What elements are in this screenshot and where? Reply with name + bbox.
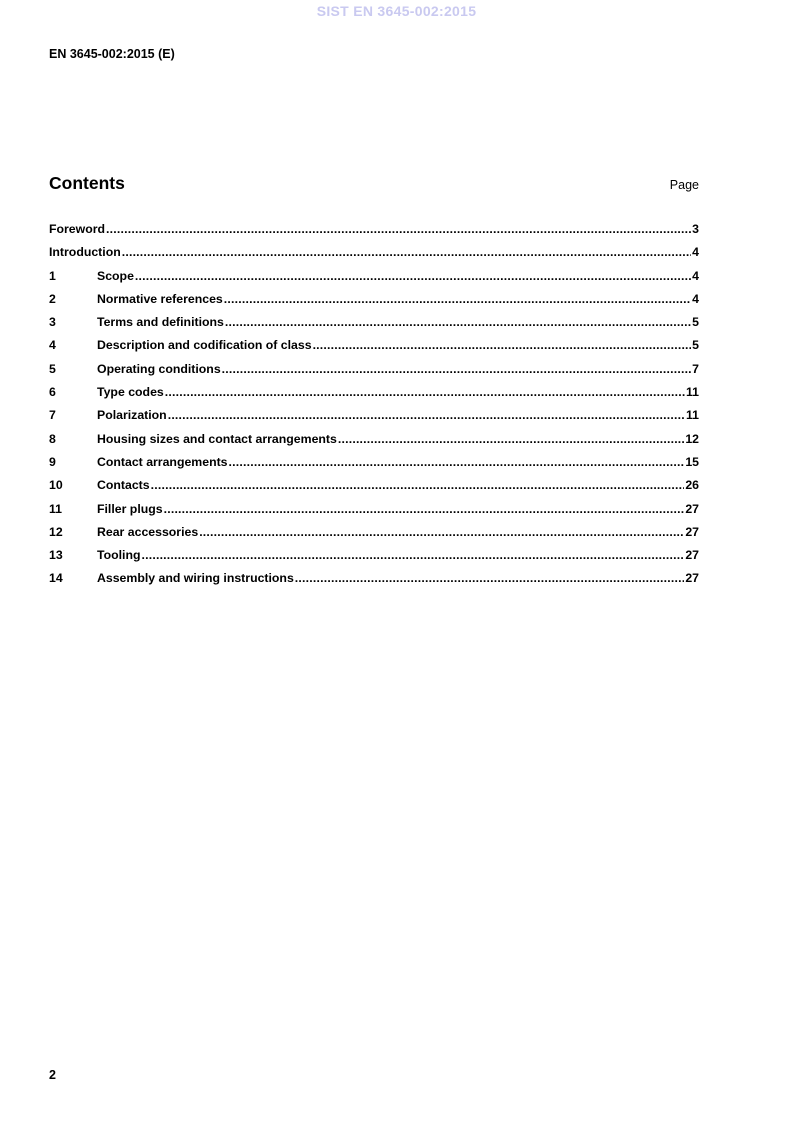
toc-entry[interactable] xyxy=(49,455,699,478)
document-id: EN 3645-002:2015 (E) xyxy=(49,47,175,61)
toc-dot-leader xyxy=(135,269,691,283)
toc-entry-number: 10 xyxy=(49,478,63,493)
toc-entry-page: 5 xyxy=(692,338,699,353)
contents-title: Contents xyxy=(49,173,125,193)
toc-dot-leader xyxy=(222,362,692,376)
toc-entry[interactable] xyxy=(49,362,699,385)
toc-entry-title: Scope xyxy=(97,268,134,283)
toc-entry-title: Description and codification of class xyxy=(97,338,312,353)
toc-entry-title: Polarization xyxy=(97,408,167,423)
toc-entry-number: 11 xyxy=(49,501,62,516)
toc-entry-number: 5 xyxy=(49,361,56,376)
toc-dot-leader xyxy=(141,548,684,562)
toc-entry-title: Type codes xyxy=(97,385,164,400)
toc-entry[interactable] xyxy=(49,222,699,245)
toc-entry-page: 4 xyxy=(692,268,699,283)
page-number: 2 xyxy=(49,1068,56,1082)
toc-entry-title: Filler plugs xyxy=(97,501,163,516)
toc-entry-page: 27 xyxy=(685,548,699,563)
table-of-contents xyxy=(49,222,699,595)
toc-entry[interactable] xyxy=(49,315,699,338)
toc-entry-page: 7 xyxy=(692,361,699,376)
toc-entry-number: 4 xyxy=(49,338,56,353)
toc-entry[interactable] xyxy=(49,245,699,268)
toc-entry-number: 1 xyxy=(49,268,56,283)
toc-entry[interactable] xyxy=(49,292,699,315)
toc-entry-page: 5 xyxy=(692,315,699,330)
watermark: SIST EN 3645-002:2015 xyxy=(316,3,477,19)
toc-dot-leader xyxy=(164,502,685,516)
toc-entry-title: Foreword xyxy=(49,222,106,236)
toc-entry[interactable] xyxy=(49,408,699,431)
toc-dot-leader xyxy=(224,292,691,306)
toc-entry-number: 14 xyxy=(49,571,63,586)
toc-entry-page: 4 xyxy=(692,291,699,306)
contents-header xyxy=(49,173,699,194)
toc-entry-title: Housing sizes and contact arrangements xyxy=(97,431,337,446)
toc-entry-number: 3 xyxy=(49,315,56,330)
toc-entry-page: 27 xyxy=(685,524,699,539)
toc-entry-title: Contacts xyxy=(97,478,150,493)
toc-entry-page: 27 xyxy=(685,501,699,516)
toc-entry-title: Assembly and wiring instructions xyxy=(97,571,294,586)
toc-entry-title: Rear accessories xyxy=(97,524,199,539)
toc-entry-number: 2 xyxy=(49,291,56,306)
toc-dot-leader xyxy=(122,245,691,259)
toc-entry-page: 11 xyxy=(686,385,699,400)
toc-entry-page: 3 xyxy=(692,222,699,236)
toc-entry-title: Introduction xyxy=(49,245,121,260)
toc-entry[interactable] xyxy=(49,548,699,571)
toc-entry-page: 26 xyxy=(685,478,699,493)
toc-entry-page: 15 xyxy=(685,454,699,469)
toc-entry[interactable] xyxy=(49,525,699,548)
toc-entry-page: 11 xyxy=(686,408,699,423)
toc-dot-leader xyxy=(151,478,685,492)
toc-entry-title: Contact arrangements xyxy=(97,454,228,469)
toc-entry-title: Terms and definitions xyxy=(97,315,224,330)
toc-dot-leader xyxy=(229,455,685,469)
toc-entry[interactable] xyxy=(49,571,699,594)
toc-dot-leader xyxy=(199,525,684,539)
toc-entry-title: Normative references xyxy=(97,291,223,306)
toc-entry[interactable] xyxy=(49,478,699,501)
toc-entry-title: Operating conditions xyxy=(97,361,221,376)
toc-dot-leader xyxy=(338,432,684,446)
toc-entry[interactable] xyxy=(49,432,699,455)
toc-entry[interactable] xyxy=(49,269,699,292)
toc-entry-number: 7 xyxy=(49,408,56,423)
toc-dot-leader xyxy=(168,408,685,422)
toc-dot-leader xyxy=(106,222,691,236)
toc-dot-leader xyxy=(165,385,685,399)
page-column-label: Page xyxy=(669,178,699,192)
toc-entry-number: 13 xyxy=(49,548,63,563)
toc-entry-page: 27 xyxy=(685,571,699,586)
toc-dot-leader xyxy=(313,338,692,352)
toc-entry-page: 4 xyxy=(692,245,699,260)
toc-dot-leader xyxy=(225,315,691,329)
toc-entry[interactable] xyxy=(49,338,699,361)
toc-entry-number: 6 xyxy=(49,385,56,400)
toc-entry-title: Tooling xyxy=(97,548,141,563)
toc-entry-number: 9 xyxy=(49,454,56,469)
toc-entry[interactable] xyxy=(49,502,699,525)
toc-dot-leader xyxy=(295,571,685,585)
toc-entry-page: 12 xyxy=(685,431,699,446)
toc-entry[interactable] xyxy=(49,385,699,408)
toc-entry-number: 12 xyxy=(49,524,63,539)
toc-entry-number: 8 xyxy=(49,431,56,446)
